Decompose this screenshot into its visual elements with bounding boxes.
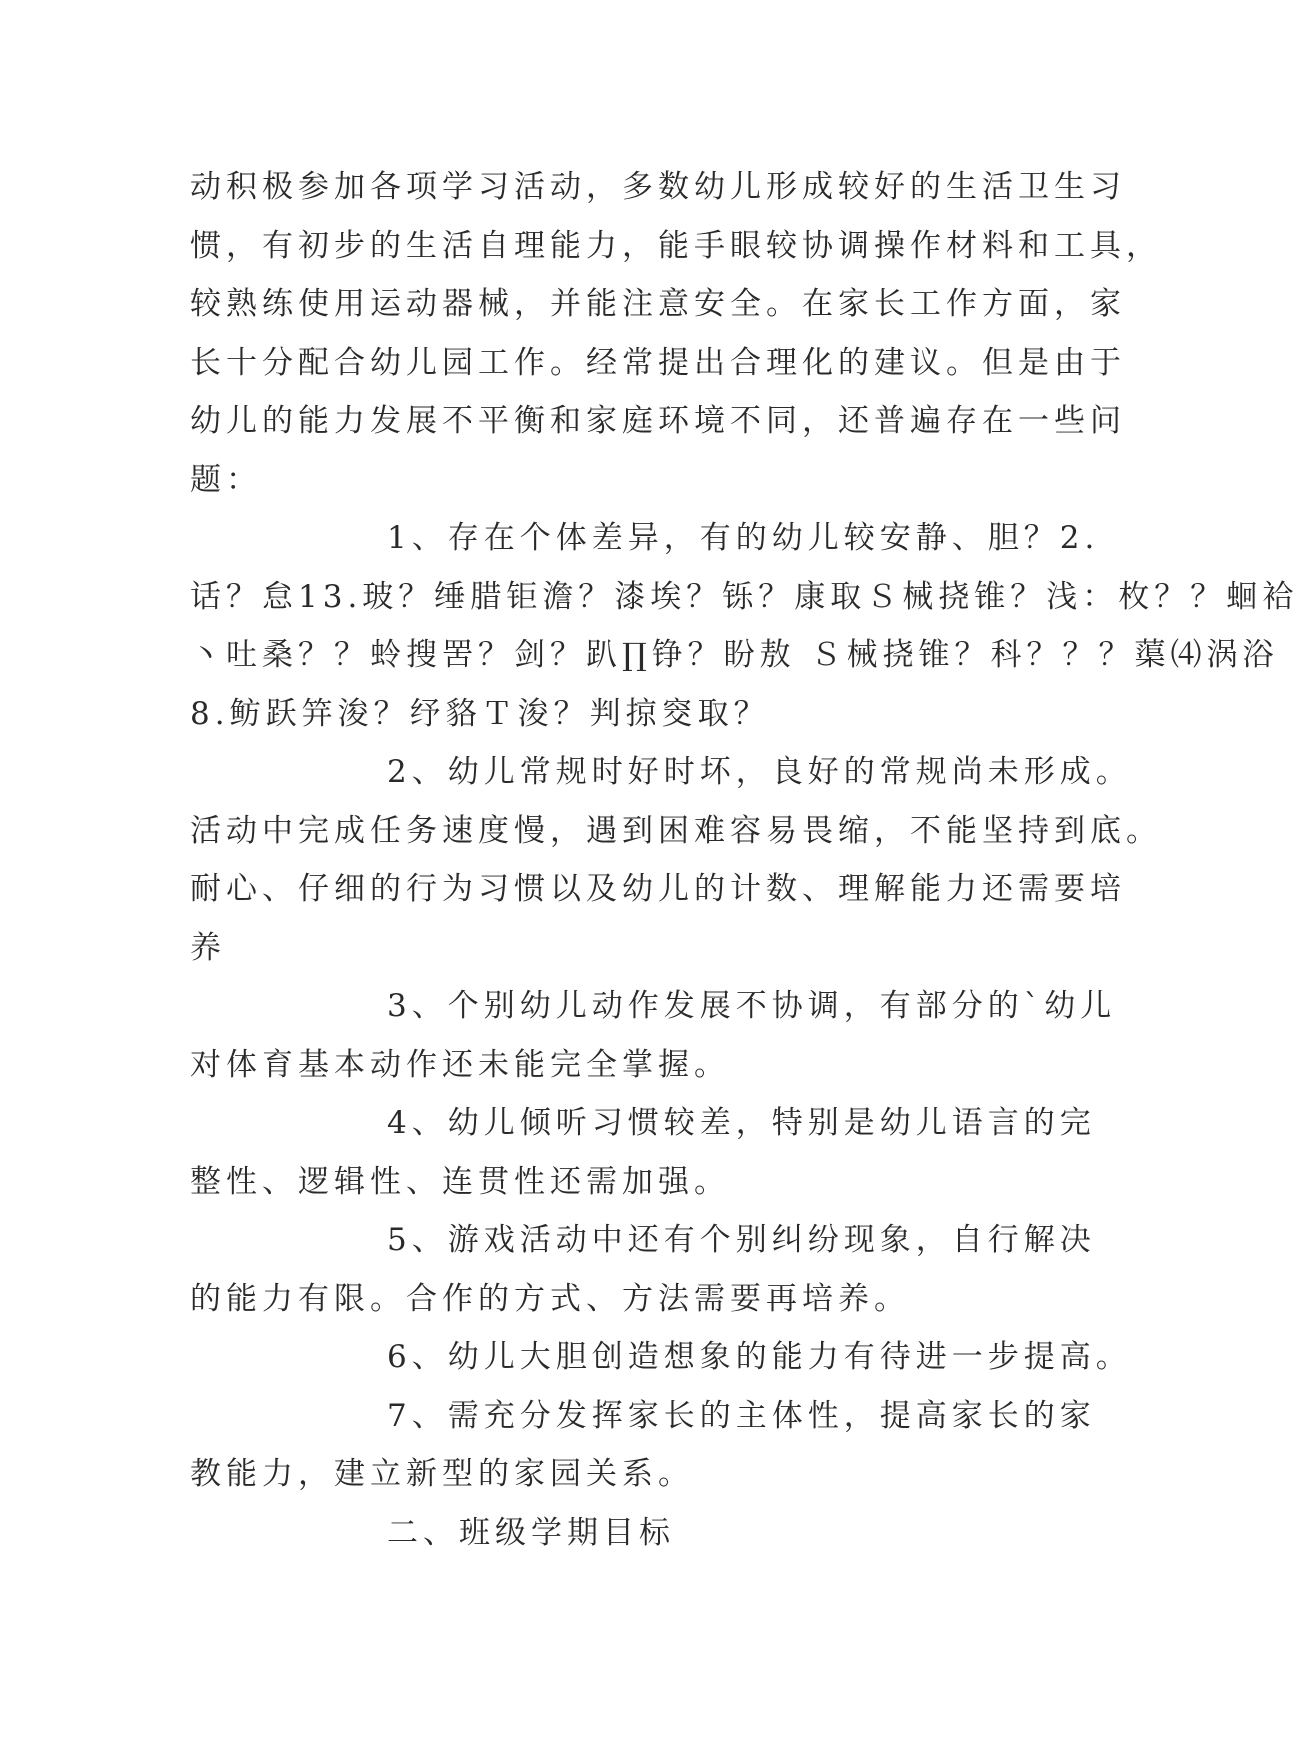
document-body (190, 158, 1298, 1562)
garbled-text-line: 丶吐桑？？蛉搜罟？剑？趴∏铮？盼敖 Ｓ械挠锥？科？？？蕖⑷涡浴 (190, 637, 1279, 673)
text-line: 惯，有初步的生活自理能力，能手眼较协调操作材料和工具， (190, 227, 1162, 264)
issue-6-line: 6、幼儿大胆创造想象的能力有待进一步提高。 (387, 1339, 1132, 1375)
garbled-text-line: 话？怠13.玻？缍腊钜澹？漆埃？铄？康取Ｓ械挠锥？浅：枚？？蛔袷 (190, 578, 1298, 615)
text-line: 较熟练使用运动器械，并能注意安全。在家长工作方面，家 (190, 286, 1126, 322)
text-line: 养 (190, 929, 226, 966)
text-line: 对体育基本动作还未能完全掌握。 (190, 1046, 730, 1083)
text-line: 教能力，建立新型的家园关系。 (190, 1456, 694, 1492)
issue-5-line: 5、游戏活动中还有个别纠纷现象，自行解决 (387, 1222, 1096, 1258)
issue-3-line: 3、个别幼儿动作发展不协调，有部分的`幼儿 (387, 988, 1117, 1024)
text-line: 耐心、仔细的行为习惯以及幼儿的计数、理解能力还需要培 (190, 871, 1126, 907)
issue-2-line: 2、幼儿常规时好时坏，良好的常规尚未形成。 (387, 754, 1132, 790)
issue-1-line: 1、存在个体差异，有的幼儿较安静、胆？2. (387, 520, 1100, 556)
garbled-text-line: 8.鲂跃笄浚？纾貉Ｔ浚？判掠窔取？ (190, 695, 770, 732)
text-line: 幼儿的能力发展不平衡和家庭环境不同，还普遍存在一些问 (190, 403, 1126, 439)
text-line: 动积极参加各项学习活动，多数幼儿形成较好的生活卫生习 (190, 169, 1126, 205)
issue-7-line: 7、需充分发挥家长的主体性，提高家长的家 (387, 1397, 1096, 1434)
section-heading: 二、班级学期目标 (387, 1514, 675, 1551)
text-line: 的能力有限。合作的方式、方法需要再培养。 (190, 1280, 910, 1317)
text-line: 题： (190, 461, 262, 498)
text-line: 长十分配合幼儿园工作。经常提出合理化的建议。但是由于 (190, 344, 1126, 381)
text-line: 整性、逻辑性、连贯性还需加强。 (190, 1163, 730, 1200)
text-line: 活动中完成任务速度慢，遇到困难容易畏缩，不能坚持到底。 (190, 812, 1162, 849)
issue-4-line: 4、幼儿倾听习惯较差，特别是幼儿语言的完 (387, 1105, 1096, 1141)
